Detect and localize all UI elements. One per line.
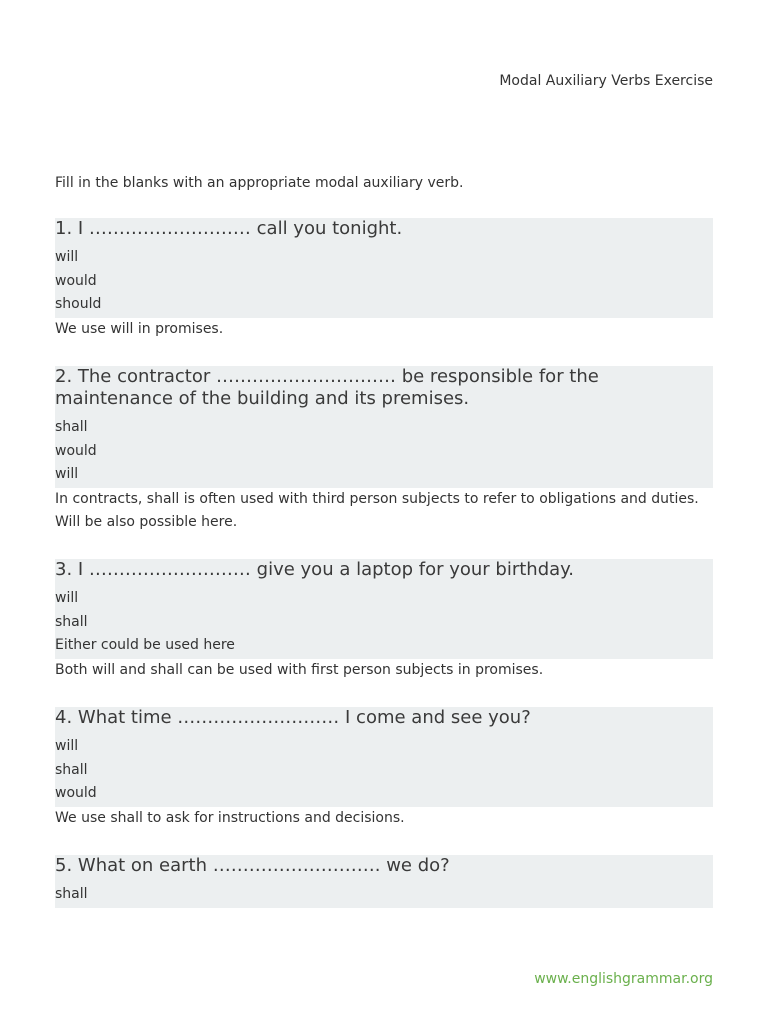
- question-3-options: [55, 587, 713, 658]
- question-3-text: 3. I ……………………… give you a laptop for your birthday.: [55, 559, 574, 580]
- question-3-option-shall[interactable]: shall: [55, 613, 88, 630]
- question-2-block: [55, 366, 713, 488]
- question-1: [55, 218, 713, 341]
- question-2-option-will[interactable]: will: [55, 466, 79, 482]
- question-3-option-either[interactable]: Either could be used here: [55, 637, 235, 653]
- question-1-explanation: We use will in promises.: [55, 320, 224, 337]
- question-1-text: 1. I ……………………… call you tonight.: [55, 218, 403, 239]
- question-1-option-should[interactable]: should: [55, 296, 102, 312]
- question-4-text: 4. What time ……………………… I come and see you?: [55, 707, 531, 728]
- question-4-option-shall[interactable]: shall: [55, 761, 88, 778]
- instructions-text: Fill in the blanks with an appropriate modal auxiliary verb.: [55, 175, 464, 191]
- question-4-options: [55, 735, 713, 806]
- question-1-block: [55, 218, 713, 318]
- page-title: Modal Auxiliary Verbs Exercise: [499, 73, 713, 89]
- question-2-options: [55, 416, 713, 487]
- question-4-block: [55, 707, 713, 807]
- question-3-block: [55, 559, 713, 659]
- footer-site-link[interactable]: www.englishgrammar.org: [534, 971, 713, 987]
- question-5-option-shall[interactable]: shall: [55, 886, 88, 902]
- question-3: [55, 559, 713, 682]
- question-5-block: [55, 855, 713, 908]
- question-2-option-would[interactable]: would: [55, 442, 97, 459]
- question-5-options: [55, 883, 713, 907]
- question-2: [55, 366, 713, 535]
- question-4-option-will[interactable]: will: [55, 738, 79, 754]
- question-2-explanation: In contracts, shall is often used with third person subjects to refer to obligations and duties.: [55, 490, 699, 507]
- question-1-option-would[interactable]: would: [55, 272, 97, 289]
- question-1-options: [55, 246, 713, 317]
- question-3-option-will[interactable]: will: [55, 590, 79, 606]
- question-5: [55, 855, 713, 908]
- question-2-text: 2. The contractor ………………………… be responsible for the maintenance of the building and its premises.: [55, 366, 599, 409]
- question-4: [55, 707, 713, 830]
- question-2-explanation-note: Will be also possible here.: [55, 514, 238, 530]
- question-5-text: 5. What on earth ………………………. we do?: [55, 855, 450, 876]
- question-3-explanation: Both will and shall can be used with first person subjects in promises.: [55, 661, 544, 678]
- question-2-option-shall[interactable]: shall: [55, 419, 88, 435]
- question-4-explanation: We use shall to ask for instructions and decisions.: [55, 809, 405, 826]
- question-4-option-would[interactable]: would: [55, 785, 97, 801]
- question-1-option-will[interactable]: will: [55, 249, 79, 265]
